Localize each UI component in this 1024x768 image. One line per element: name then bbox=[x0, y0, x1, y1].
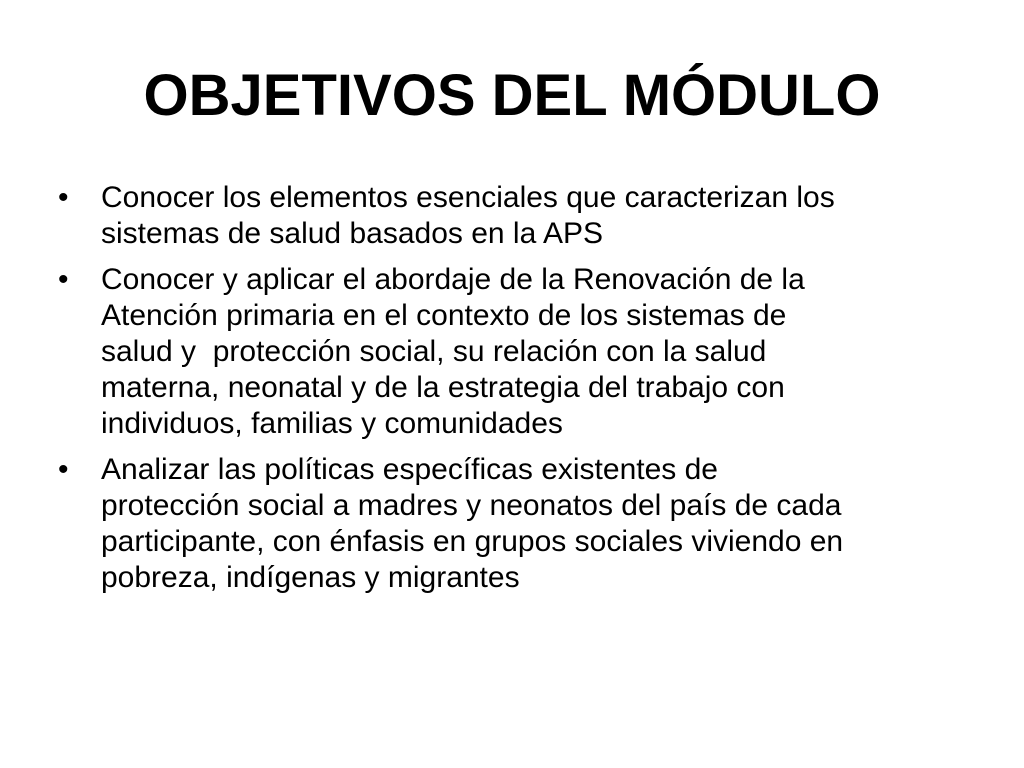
bullet-list bbox=[58, 180, 958, 606]
bullet-line: Analizar las políticas específicas existentes de bbox=[101, 453, 718, 486]
bullet-line: Atención primaria en el contexto de los sistemas de bbox=[101, 299, 787, 332]
bullet-item-3 bbox=[58, 452, 958, 596]
bullet-line: participante, con énfasis en grupos sociales viviendo en bbox=[101, 525, 844, 558]
bullet-item-1 bbox=[58, 180, 958, 252]
bullet-item-2 bbox=[58, 262, 958, 442]
bullet-line: materna, neonatal y de la estrategia del trabajo con bbox=[101, 371, 785, 404]
bullet-line: Conocer los elementos esenciales que caracterizan los bbox=[101, 181, 835, 214]
bullet-line: salud y protección social, su relación con la salud bbox=[101, 335, 767, 368]
bullet-line: protección social a madres y neonatos del país de cada bbox=[101, 489, 842, 522]
bullet-line: Conocer y aplicar el abordaje de la Renovación de la bbox=[101, 263, 805, 296]
bullet-dot-icon: • bbox=[58, 263, 69, 296]
bullet-dot-icon: • bbox=[58, 181, 69, 214]
slide-title: OBJETIVOS DEL MÓDULO bbox=[143, 63, 881, 128]
bullet-line: sistemas de salud basados en la APS bbox=[101, 217, 603, 250]
bullet-dot-icon: • bbox=[58, 453, 69, 486]
bullet-line: individuos, familias y comunidades bbox=[101, 407, 563, 440]
bullet-line: pobreza, indígenas y migrantes bbox=[101, 561, 520, 594]
